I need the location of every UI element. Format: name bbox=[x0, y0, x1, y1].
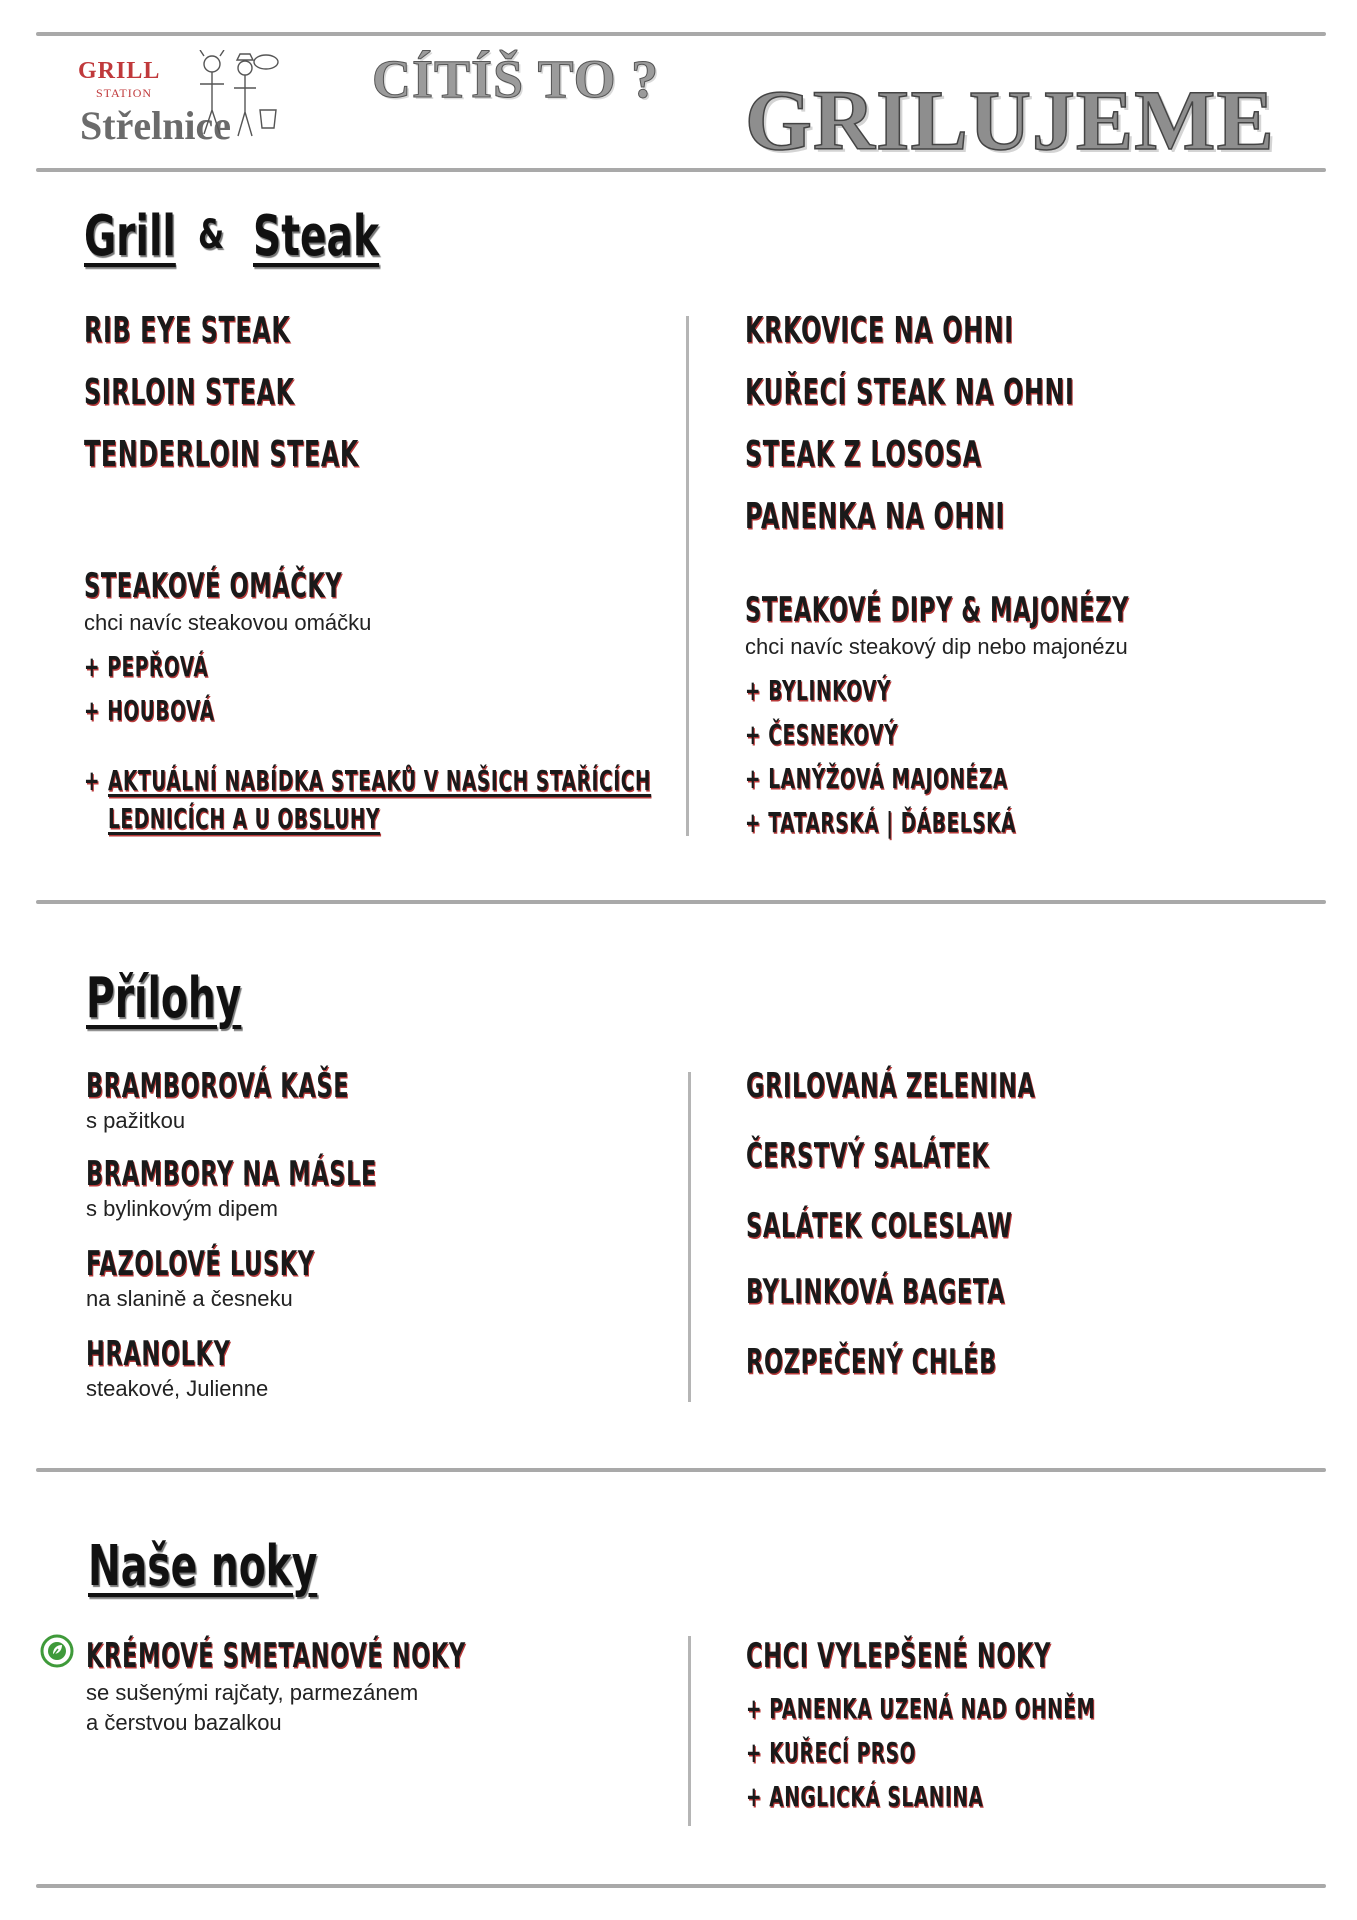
dips-heading: STEAKOVÉ DIPY & MAJONÉZY bbox=[745, 590, 1129, 630]
logo-text-grill: GRILL bbox=[78, 58, 161, 84]
gnocchi-note-line2: a čerstvou bazalkou bbox=[86, 1710, 282, 1735]
side-item: FAZOLOVÉ LUSKY bbox=[86, 1244, 315, 1284]
gnocchi-item: KRÉMOVÉ SMETANOVÉ NOKY bbox=[86, 1636, 466, 1676]
steak-offer-line2: LEDNICÍCH A U OBSLUHY bbox=[108, 802, 381, 835]
menu-item: KUŘECÍ STEAK NA OHNI bbox=[745, 372, 1075, 413]
section-title-steak bbox=[253, 204, 379, 269]
gnocchi-title-text: Naše noky bbox=[88, 1534, 318, 1599]
upgrade-option: + ANGLICKÁ SLANINA bbox=[746, 1780, 984, 1813]
top-rule bbox=[36, 32, 1326, 36]
menu-item: RIB EYE STEAK bbox=[84, 310, 291, 351]
side-item: GRILOVANÁ ZELENINA bbox=[746, 1066, 1036, 1106]
section-title-sides bbox=[86, 966, 241, 1031]
side-note: s pažitkou bbox=[86, 1108, 186, 1133]
sides-title-text: Přílohy bbox=[86, 966, 242, 1031]
side-item: BYLINKOVÁ BAGETA bbox=[746, 1272, 1006, 1312]
header-rule bbox=[36, 168, 1326, 172]
grill-title-text: Grill bbox=[84, 204, 176, 269]
offer-plus: + bbox=[84, 764, 101, 797]
sauces-heading: STEAKOVÉ OMÁČKY bbox=[84, 566, 343, 606]
dip-option: + TATARSKÁ | ĎÁBELSKÁ bbox=[745, 806, 1017, 839]
bottom-rule bbox=[36, 1884, 1326, 1888]
vegetarian-leaf-icon bbox=[40, 1634, 74, 1668]
side-item: BRAMBOROVÁ KAŠE bbox=[86, 1066, 350, 1106]
upgrade-heading: CHCI VYLEPŠENÉ NOKY bbox=[746, 1636, 1052, 1676]
side-item: BRAMBORY NA MÁSLE bbox=[86, 1154, 378, 1194]
section-title-gnocchi bbox=[88, 1534, 317, 1599]
dip-option: + ČESNEKOVÝ bbox=[745, 718, 899, 751]
dips-note: chci navíc steakový dip nebo majonézu bbox=[745, 634, 1128, 659]
menu-item: KRKOVICE NA OHNI bbox=[745, 310, 1014, 351]
sauce-option: + HOUBOVÁ bbox=[84, 694, 215, 727]
restaurant-logo bbox=[70, 50, 280, 160]
sauce-option: + PEPŘOVÁ bbox=[84, 650, 209, 683]
dip-option: + LANÝŽOVÁ MAJONÉZA bbox=[745, 762, 1008, 795]
menu-item: SIRLOIN STEAK bbox=[84, 372, 295, 413]
steak-offer-line1: AKTUÁLNÍ NABÍDKA STEAKŮ V NAŠICH STAŘÍCÍCH bbox=[108, 764, 652, 797]
logo-sketch-icon bbox=[190, 50, 280, 142]
title-ampersand: & bbox=[198, 212, 225, 258]
menu-item: STEAK Z LOSOSA bbox=[745, 434, 982, 475]
side-note: steakové, Julienne bbox=[86, 1376, 269, 1401]
column-divider bbox=[688, 1636, 691, 1826]
column-divider bbox=[688, 1072, 691, 1402]
headline: GRILUJEME bbox=[745, 72, 1275, 168]
logo-text-name: Střelnice bbox=[80, 103, 232, 148]
section-title-grill bbox=[84, 204, 176, 269]
section-rule bbox=[36, 1468, 1326, 1472]
side-item: ČERSTVÝ SALÁTEK bbox=[746, 1136, 990, 1176]
logo-text-station: STATION bbox=[96, 86, 153, 100]
gnocchi-note-line1: se sušenými rajčaty, parmezánem bbox=[86, 1680, 419, 1705]
tagline: CÍTÍŠ TO ? bbox=[372, 49, 660, 109]
steak-title-text: Steak bbox=[253, 204, 380, 269]
side-note: na slanině a česneku bbox=[86, 1286, 293, 1311]
dip-option: + BYLINKOVÝ bbox=[745, 674, 892, 707]
upgrade-option: + PANENKA UZENÁ NAD OHNĚM bbox=[746, 1692, 1096, 1725]
menu-item: TENDERLOIN STEAK bbox=[84, 434, 359, 475]
menu-item: PANENKA NA OHNI bbox=[745, 496, 1005, 537]
section-rule bbox=[36, 900, 1326, 904]
upgrade-option: + KUŘECÍ PRSO bbox=[746, 1736, 917, 1769]
side-item: ROZPEČENÝ CHLÉB bbox=[746, 1342, 997, 1382]
side-item: HRANOLKY bbox=[86, 1334, 231, 1374]
side-note: s bylinkovým dipem bbox=[86, 1196, 278, 1221]
sauces-note: chci navíc steakovou omáčku bbox=[84, 610, 372, 635]
side-item: SALÁTEK COLESLAW bbox=[746, 1206, 1013, 1246]
column-divider bbox=[686, 316, 689, 836]
